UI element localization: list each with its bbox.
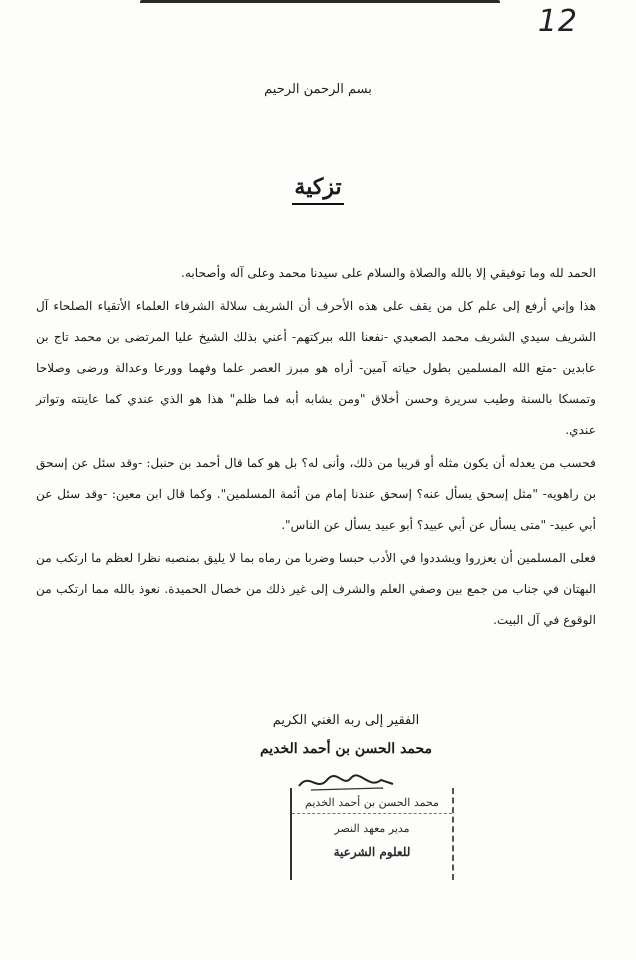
document-title — [0, 174, 636, 200]
paragraph-testimony: هذا وإني أرفع إلى علم كل من يقف على هذه الأحرف أن الشريف سلالة الشرفاء العلماء الأتقياء الصلحاء آل الشريف سيدي الشريف محمد الصعيدي -نفعنا الله ببركتهم- أعني بذلك الشيخ عليا المرتضى بن محمد تاج بن عابدين -متع الله المسلمين بطول حياته آمين- أراه هو مبرز العصر علما وفهما وورعا وعدالة ورضى وصلاحا وتمسكا بالسنة وطيب سريرة وحسن أخلاق "ومن يشابه أبه فما ظلم" هذا هو الذي عندي كما عاينته وتواتر عندي. — [36, 299, 596, 437]
body-text — [36, 258, 596, 638]
page-top-edge — [140, 0, 500, 7]
stamp-line-role: مدير معهد النصر — [334, 822, 410, 835]
paragraph-opening: الحمد لله وما توفيقي إلا بالله والصلاة والسلام على سيدنا محمد وعلى آله وأصحابه. — [181, 266, 596, 280]
signature-line: الفقير إلى ربه الغني الكريم — [272, 713, 420, 728]
stamp-line-institute: للعلوم الشرعية — [333, 845, 411, 859]
paragraph-comparison: فحسب من يعدله أن يكون مثله أو قريبا من ذلك، وأنى له؟ بل هو كما قال أحمد بن حنبل: -وقد سئل عن إسحق بن راهويه- "مثل إسحق يسأل عنه؟ إسحق عندنا إمام من أئمة المسلمين". وكما قال ابن معين: -وقد سئل عن أبي عبيد- "متى يسأل عن أبي عبيد؟ أبو عبيد يسأل عن الناس". — [36, 456, 596, 532]
basmala: بسم الرحمن الرحيم — [264, 82, 372, 97]
signature-block — [236, 708, 456, 796]
institution-stamp — [290, 788, 454, 880]
paragraph-admonition: فعلى المسلمين أن يعزروا ويشددوا في الأدب حبسا وضربا من رماه بما لا يليق بمنصبه نظرا لعظم ما ارتكب من البهتان في جناب من جمع بين وصفي العلم والشرف إلى غير ذلك من خصال الحميدة. نعوذ بالله مما ارتكب من الوقوع في آل البيت. — [36, 551, 596, 627]
page-number: 12 — [537, 4, 578, 39]
stamp-line-name: محمد الحسن بن أحمد الخديم — [292, 796, 452, 814]
document-title-text: تزكية — [292, 174, 343, 205]
signatory-name: محمد الحسن بن أحمد الخديم — [259, 741, 433, 757]
